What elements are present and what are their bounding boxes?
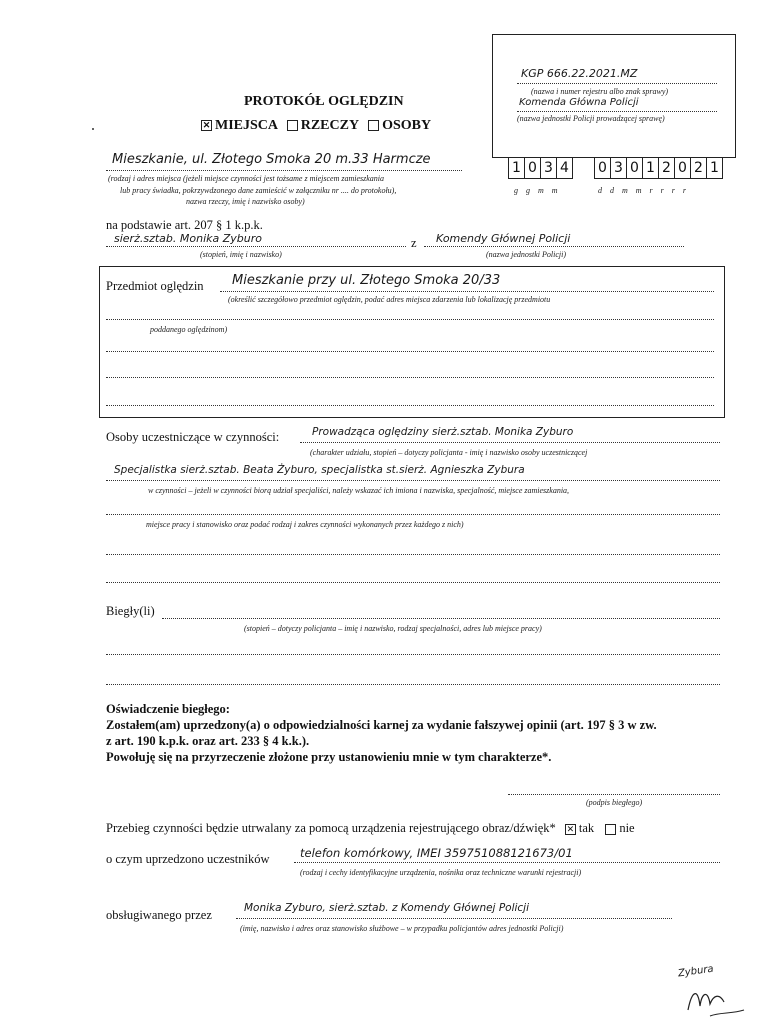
subject-line-2 [106, 319, 714, 320]
date-digit: 1 [710, 160, 719, 176]
declaration-line-1: Zostałem(am) uprzedzony(a) o odpowiedzialności karnej za wydanie fałszywej opinii (art. 197 § 3 w zw. [106, 718, 657, 732]
participants-line-3 [106, 514, 720, 515]
declaration-line-2: z art. 190 k.p.k. oraz art. 233 § 4 k.k.). [106, 734, 310, 748]
subject-note-2: poddanego oględzinom) [150, 325, 228, 334]
place-note-1: (rodzaj i adres miejsca (jeżeli miejsce czynności jest tożsame z miejscem zamieszkania [108, 174, 385, 183]
device-line [294, 862, 720, 863]
date-digit: 0 [675, 158, 691, 178]
type-options [198, 118, 431, 134]
operator-line [236, 918, 672, 919]
expert-signature-note: (podpis biegłego) [586, 798, 643, 807]
subject-line-4 [106, 377, 714, 378]
opt-miejsca-label: MIEJSCA [215, 118, 278, 133]
subject-label: Przedmiot oględzin [106, 279, 204, 293]
participants-value-1: Prowadząca oględziny sierż.sztab. Monika Zyburo [312, 426, 574, 438]
participants-label: Osoby uczestniczące w czynności: [106, 430, 280, 444]
recording-text: Przebieg czynności będzie utrwalany za pomocą urządzenia rejestrującego obraz/dźwięk* [106, 821, 556, 835]
declaration-title: Oświadczenie biegłego: [106, 702, 230, 716]
basis-officer-line [106, 246, 406, 247]
date-digit: 0 [627, 158, 643, 178]
subject-note-1: (określić szczegółowo przedmiot oględzin, podać adres miejsca zdarzenia lub lokalizację przedmiotu [228, 295, 551, 304]
time-labels: g g m m [514, 186, 558, 195]
subject-line-1 [220, 291, 714, 292]
operator-note: (imię, nazwisko i adres oraz stanowisko służbowe – w przypadku policjantów adres jednostki Policji) [240, 924, 564, 933]
subject-line-3 [106, 351, 714, 352]
date-digit: 2 [659, 158, 675, 178]
signature-scribble [680, 980, 750, 1020]
place-note-3: nazwa rzeczy, imię i nazwisko osoby) [186, 197, 305, 206]
date-digit: 2 [691, 158, 707, 178]
basis-officer: sierż.sztab. Monika Zyburo [114, 232, 262, 245]
police-unit-note: (nazwa jednostki Policji prowadzącej sprawę) [517, 114, 665, 123]
experts-line-1 [162, 618, 720, 619]
device-note: (rodzaj i cechy identyfikacyjne urządzenia, nośnika oraz techniczne warunki rejestracji) [300, 868, 582, 877]
case-number: KGP 666.22.2021.MZ [521, 67, 638, 80]
participants-value-2: Specjalistka sierż.sztab. Beata Żyburo, specjalistka st.sierż. Agnieszka Zybura [114, 464, 525, 476]
recording-label [106, 821, 635, 836]
case-info-box [492, 34, 736, 158]
basis-officer-note: (stopień, imię i nazwisko) [200, 250, 282, 259]
handwritten-signature: Zybura [677, 963, 715, 980]
recording-no-label: nie [619, 821, 635, 835]
case-number-note: (nazwa i numer rejestru albo znak sprawy) [531, 87, 669, 96]
police-unit: Komenda Główna Policji [519, 97, 639, 108]
experts-line-2 [106, 654, 720, 655]
date-boxes [594, 157, 723, 179]
margin-dot [92, 128, 94, 130]
date-digit: 0 [595, 158, 611, 178]
participants-note-2: w czynności – jeżeli w czynności biorą udział specjaliści, należy wskazać ich imiona i nazwiska, specjalność, miejsce zamieszkania, [148, 486, 570, 495]
opt-osoby-label: OSOBY [382, 118, 432, 133]
participants-note-1: (charakter udziału, stopień – dotyczy policjanta - imię i nazwisko osoby uczestniczącej [310, 448, 588, 457]
operator-value: Monika Zyburo, sierż.sztab. z Komendy Głównej Policji [244, 902, 530, 914]
police-unit-line [517, 111, 717, 112]
participants-line-1 [300, 442, 720, 443]
checkbox-osoby[interactable] [368, 120, 379, 131]
participants-line-5 [106, 582, 720, 583]
experts-label: Biegły(li) [106, 604, 155, 618]
date-digit: 3 [611, 158, 627, 178]
page-title: PROTOKÓŁ OGLĘDZIN [244, 94, 404, 109]
participants-line-4 [106, 554, 720, 555]
experts-note: (stopień – dotyczy policjanta – imię i nazwisko, rodzaj specjalności, adres lub miejsce pracy) [244, 624, 542, 633]
declaration-line-3: Powołuję się na przyrzeczenie złożone przy ustanowieniu mnie w tym charakterze*. [106, 750, 552, 764]
warned-label: o czym uprzedzono uczestników [106, 852, 270, 866]
expert-signature-line [508, 794, 720, 795]
checkbox-miejsca[interactable]: ✕ [202, 120, 211, 131]
time-digit: 4 [560, 160, 569, 176]
participants-line-2 [106, 480, 720, 481]
subject-line-5 [106, 405, 714, 406]
date-digit: 1 [643, 158, 659, 178]
device-value: telefon komórkowy, IMEI 359751088121673/01 [300, 846, 573, 860]
case-number-line [517, 83, 717, 84]
time-boxes [508, 157, 573, 179]
basis-unit-line [424, 246, 684, 247]
basis-unit: Komendy Głównej Policji [436, 232, 571, 245]
place-line [106, 170, 462, 171]
place-note-2: lub pracy świadka, pokrzywdzonego dane zamieścić w załączniku nr .... do protokołu), [120, 186, 397, 195]
checkbox-recording-no[interactable] [605, 824, 616, 835]
opt-rzeczy-label: RZECZY [300, 118, 359, 133]
time-digit: 1 [509, 158, 525, 178]
basis-z: z [411, 236, 417, 250]
place-value: Mieszkanie, ul. Złotego Smoka 20 m.33 Harmcze [112, 152, 431, 167]
time-digit: 0 [525, 158, 541, 178]
operator-label: obsługiwanego przez [106, 908, 212, 922]
experts-line-3 [106, 684, 720, 685]
basis-label: na podstawie art. 207 § 1 k.p.k. [106, 218, 263, 232]
subject-box [99, 266, 725, 418]
time-digit: 3 [541, 158, 557, 178]
basis-unit-note: (nazwa jednostki Policji) [486, 250, 566, 259]
subject-value: Mieszkanie przy ul. Złotego Smoka 20/33 [232, 273, 501, 288]
checkbox-rzeczy[interactable] [287, 120, 298, 131]
recording-yes-label: tak [578, 821, 595, 835]
date-labels: d d m m r r r r [598, 186, 687, 195]
participants-note-3: miejsce pracy i stanowisko oraz podać rodzaj i zakres czynności wykonanych przez każdego z nich) [146, 520, 464, 529]
checkbox-recording-yes[interactable]: ✕ [566, 823, 575, 834]
